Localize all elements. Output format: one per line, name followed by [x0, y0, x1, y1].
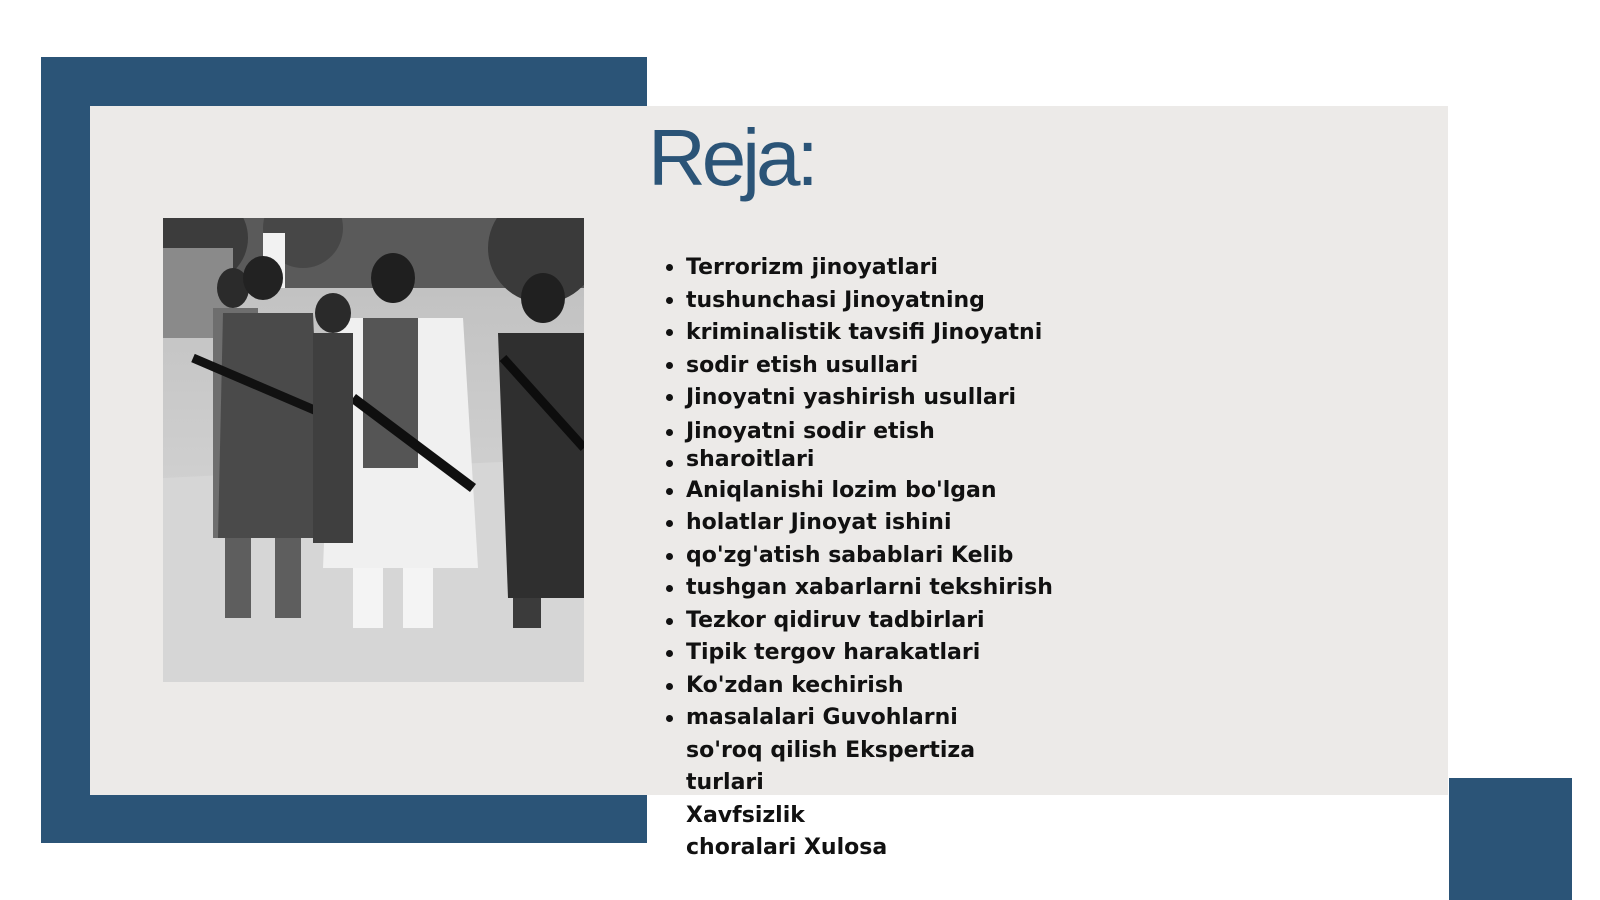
list-item — [666, 605, 1053, 638]
bullet-icon — [666, 264, 673, 271]
list-item — [666, 419, 1053, 445]
list-item-text: Terrorizm jinoyatlari — [686, 255, 938, 280]
list-item — [666, 702, 1053, 735]
list-item — [666, 382, 1053, 415]
list-item — [666, 350, 1053, 383]
list-item-text: Jinoyatni sodir etish — [686, 418, 935, 444]
list-continuation — [666, 832, 1053, 865]
list-item-text: Tezkor qidiruv tadbirlari — [686, 607, 985, 633]
slide-photo — [163, 218, 584, 682]
bullet-icon — [666, 488, 673, 495]
bullet-icon — [666, 715, 673, 722]
bullet-icon — [666, 618, 673, 625]
list-item — [666, 317, 1053, 350]
bullet-icon — [666, 429, 673, 436]
bullet-icon — [666, 329, 673, 336]
list-item — [666, 475, 1053, 508]
bullet-icon — [666, 394, 673, 401]
list-item — [666, 507, 1053, 540]
list-item-text: Ko'zdan kechirish — [686, 672, 904, 698]
bullet-icon — [666, 683, 673, 690]
bullet-icon — [666, 553, 673, 560]
accent-frame-corner — [1449, 778, 1572, 900]
bullet-icon — [666, 297, 673, 304]
list-item — [666, 637, 1053, 670]
list-item-text: tushunchasi Jinoyatning — [686, 287, 985, 313]
list-item-text: so'roq qilish Ekspertiza — [686, 737, 976, 763]
list-item-text: sharoitlari — [686, 446, 815, 472]
list-item-text: masalalari Guvohlarni — [686, 705, 958, 730]
list-item-text: qo'zg'atish sabablari Kelib — [686, 542, 1014, 568]
bullet-icon — [666, 362, 673, 369]
list-item-text: Tipik tergov harakatlari — [686, 640, 981, 665]
bullet-icon — [666, 650, 673, 657]
list-item-text: sodir etish usullari — [686, 352, 919, 378]
bullet-icon — [666, 585, 673, 592]
list-item-text: choralari Xulosa — [686, 835, 888, 860]
bullet-icon — [666, 520, 673, 527]
bullet-icon — [666, 460, 673, 467]
list-item-text: Aniqlanishi lozim bo'lgan — [686, 477, 997, 503]
agenda-list — [666, 252, 1053, 865]
list-continuation — [666, 735, 1053, 768]
list-item-text: tushgan xabarlarni tekshirish — [686, 575, 1053, 600]
list-item-text: holatlar Jinoyat ishini — [686, 510, 952, 535]
list-item — [666, 572, 1053, 605]
list-continuation — [666, 800, 1053, 833]
slide-title: Reja: — [648, 113, 815, 202]
list-continuation — [666, 767, 1053, 800]
list-item — [666, 670, 1053, 703]
list-item-text: kriminalistik tavsifi Jinoyatni — [686, 320, 1043, 345]
list-item-text: Xavfsizlik — [686, 802, 805, 828]
list-item-text: turlari — [686, 770, 764, 795]
list-item — [666, 540, 1053, 573]
list-item — [666, 252, 1053, 285]
list-item — [666, 445, 1053, 475]
list-item-text: Jinoyatni yashirish usullari — [686, 385, 1017, 410]
list-item — [666, 285, 1053, 318]
